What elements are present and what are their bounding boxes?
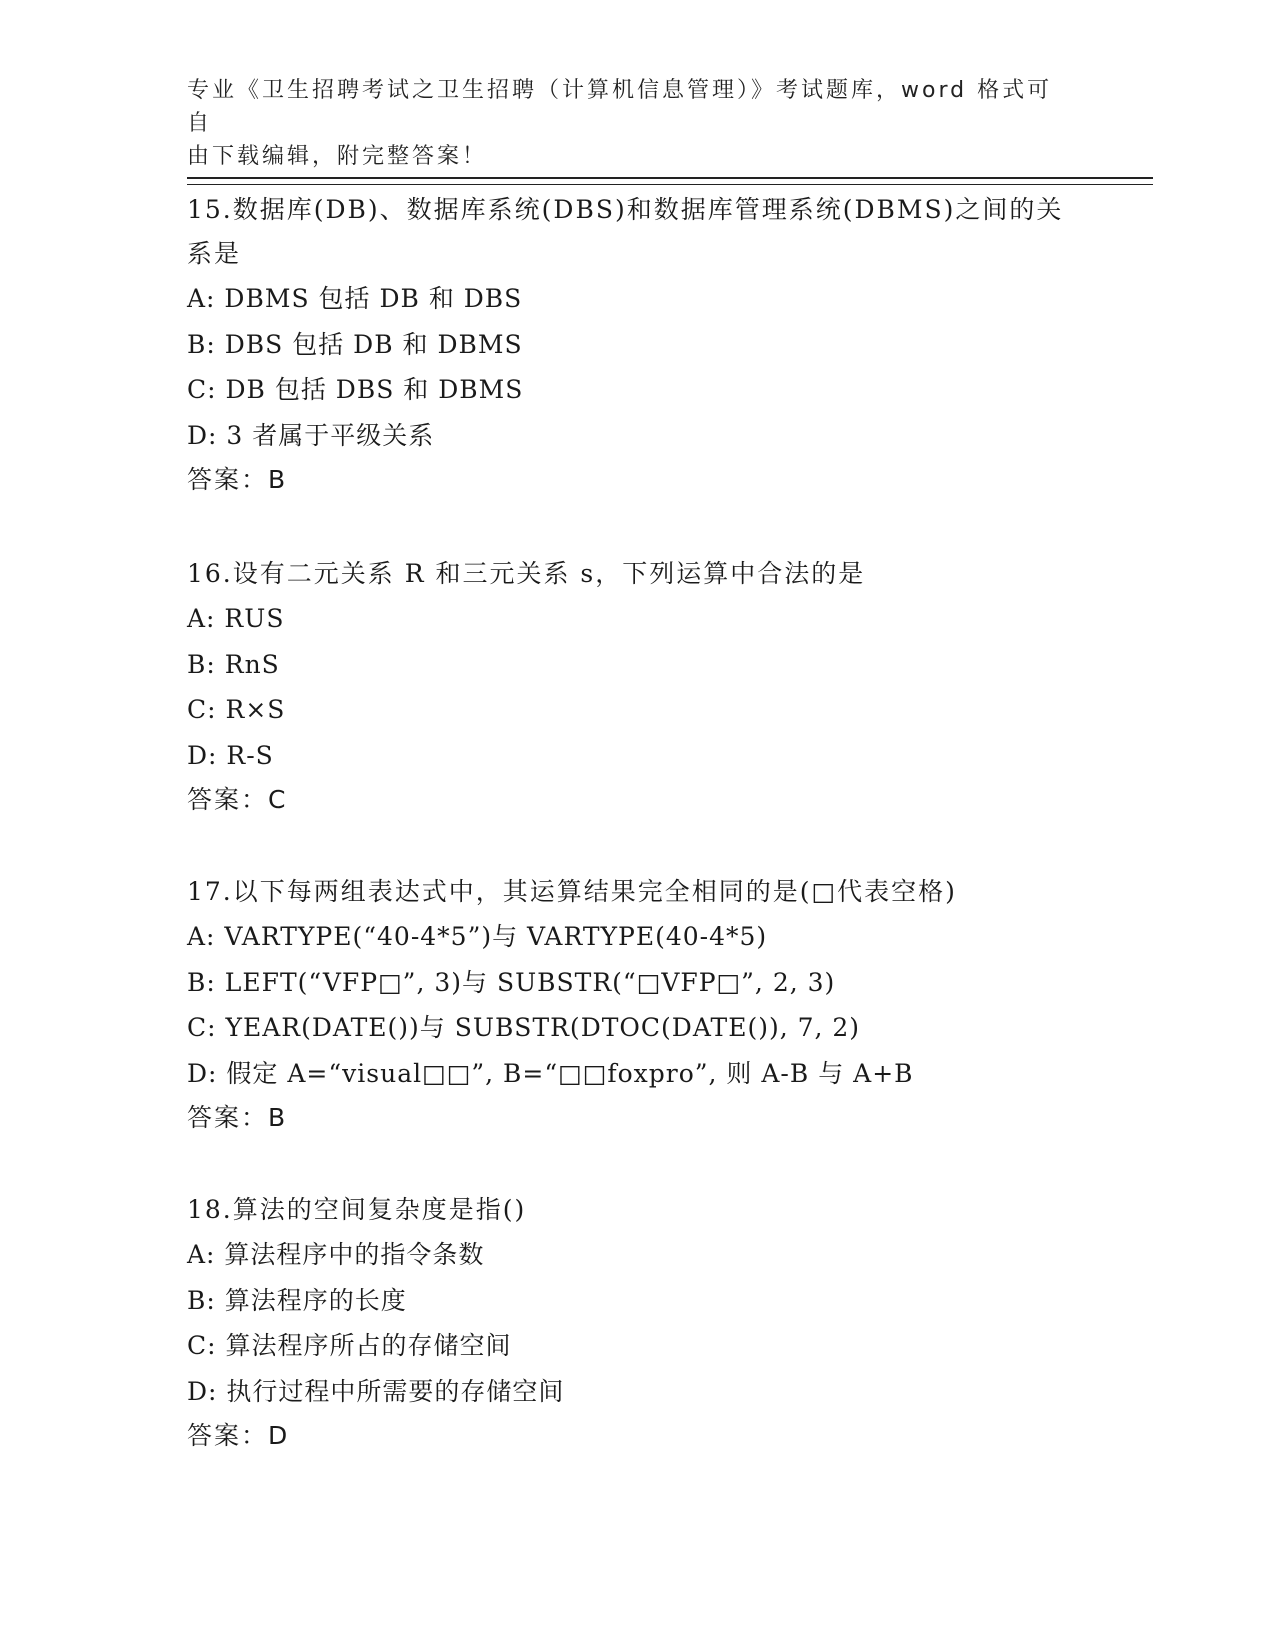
question-17 xyxy=(187,870,1087,1140)
option-d: D: 执行过程中所需要的存储空间 xyxy=(187,1376,565,1406)
question-18 xyxy=(187,1188,1087,1458)
option-c: C: 算法程序所占的存储空间 xyxy=(187,1331,512,1360)
document-header xyxy=(187,74,1067,173)
question-16 xyxy=(187,552,1087,822)
question-stem: 16.设有二元关系 R 和三元关系 s，下列运算中合法的是 xyxy=(187,559,866,588)
option-a: A: DBMS 包括 DB 和 DBS xyxy=(187,284,523,313)
option-d: D: 3 者属于平级关系 xyxy=(187,420,435,450)
answer-line: 答案：C xyxy=(187,785,288,814)
option-d: D: 假定 A=“visual□□”, B=“□□foxpro”, 则 A-B 与 A+B xyxy=(187,1058,914,1088)
question-stem: 15.数据库(DB)、数据库系统(DBS)和数据库管理系统(DBMS)之间的关 xyxy=(187,195,1064,224)
answer-line: 答案：D xyxy=(187,1421,290,1450)
header-line-2: 由下载编辑，附完整答案！ xyxy=(187,144,488,169)
header-divider-thick xyxy=(187,177,1153,179)
header-line-1: 专业《卫生招聘考试之卫生招聘（计算机信息管理）》考试题库，word 格式可自 xyxy=(187,78,1053,136)
option-a: A: VARTYPE(“40-4*5”)与 VARTYPE(40-4*5) xyxy=(187,922,768,951)
question-stem: 18.算法的空间复杂度是指() xyxy=(187,1195,527,1224)
option-c: C: YEAR(DATE())与 SUBSTR(DTOC(DATE()), 7, 2) xyxy=(187,1013,861,1042)
option-b: B: DBS 包括 DB 和 DBMS xyxy=(187,329,523,359)
question-stem: 17.以下每两组表达式中，其运算结果完全相同的是(□代表空格) xyxy=(187,877,957,906)
answer-line: 答案：B xyxy=(187,465,288,494)
question-stem-continued: 系是 xyxy=(187,239,242,268)
option-a: A: 算法程序中的指令条数 xyxy=(187,1240,485,1269)
option-b: B: 算法程序的长度 xyxy=(187,1285,407,1315)
option-c: C: R×S xyxy=(187,695,286,724)
option-b: B: LEFT(“VFP□”, 3)与 SUBSTR(“□VFP□”, 2, 3) xyxy=(187,967,836,997)
option-b: B: RnS xyxy=(187,649,280,679)
header-divider-thin xyxy=(187,184,1153,185)
option-d: D: R-S xyxy=(187,740,274,770)
option-a: A: RUS xyxy=(187,604,285,633)
option-c: C: DB 包括 DBS 和 DBMS xyxy=(187,375,524,404)
answer-line: 答案：B xyxy=(187,1103,288,1132)
question-15 xyxy=(187,188,1087,502)
